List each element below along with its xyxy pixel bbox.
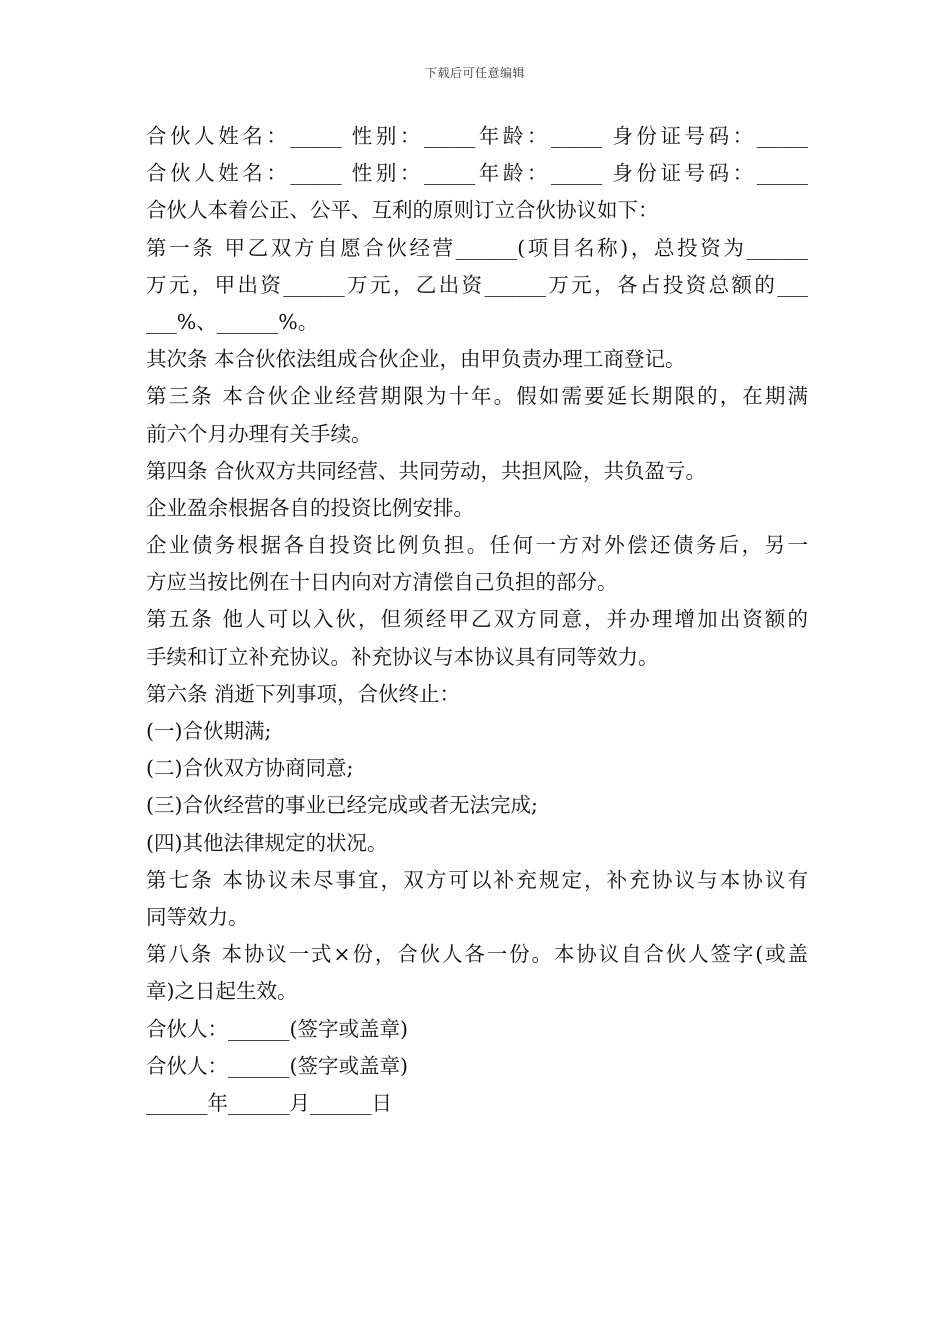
profit-sharing-line: 企业盈余根据各自的投资比例安排。: [146, 495, 474, 520]
article-4-line: 第四条 合伙双方共同经营、共同劳动，共担风险，共负盈亏。: [146, 458, 707, 483]
contract-body: [146, 118, 808, 1122]
termination-item-2: (二)合伙双方协商同意;: [146, 756, 354, 781]
partner-2-info-line: 合伙人姓名：_____ 性别：_____年龄：_____ 身份证号码：_____: [146, 161, 808, 186]
termination-item-4: (四)其他法律规定的状况。: [146, 830, 388, 855]
article-7-line-1: 第七条 本协议未尽事宜，双方可以补充规定，补充协议与本协议有: [146, 867, 808, 892]
article-3-line-2: 前六个月办理有关手续。: [146, 421, 372, 446]
article-8-line-1: 第八条 本协议一式×份，合伙人各一份。本协议自合伙人签字(或盖: [146, 942, 808, 967]
article-8-line-2: 章)之日起生效。: [146, 979, 298, 1004]
article-3-line-1: 第三条 本合伙企业经营期限为十年。假如需要延长期限的，在期满: [146, 384, 808, 409]
article-7-line-2: 同等效力。: [146, 904, 249, 929]
article-2-line: 其次条 本合伙依法组成合伙企业，由甲负责办理工商登记。: [146, 347, 686, 372]
date-line: ______年______月______日: [146, 1090, 392, 1115]
page-header-note: 下载后可任意编辑: [424, 66, 525, 80]
article-6-line: 第六条 消逝下列事项，合伙终止：: [146, 681, 461, 706]
debt-line-1: 企业债务根据各自投资比例负担。任何一方对外偿还债务后，另一: [146, 533, 808, 558]
article-1-line-2: 万元，甲出资______万元，乙出资______万元，各占投资总额的___: [146, 272, 808, 297]
termination-item-3: (三)合伙经营的事业已经完成或者无法完成;: [146, 793, 538, 818]
signature-line-partner-1: 合伙人：______(签字或盖章): [146, 1016, 408, 1041]
termination-item-1: (一)合伙期满;: [146, 719, 272, 743]
partner-1-info-line: 合伙人姓名：_____ 性别：_____年龄：_____ 身份证号码：_____: [146, 124, 808, 148]
debt-line-2: 方应当按比例在十日内向对方清偿自己负担的部分。: [146, 570, 618, 595]
article-5-line-1: 第五条 他人可以入伙，但须经甲乙双方同意，并办理增加出资额的: [146, 607, 808, 632]
preamble-line: 合伙人本着公正、公平、互利的原则订立合伙协议如下：: [146, 198, 659, 223]
article-1-line-3: ___%、______%。: [146, 309, 319, 334]
article-5-line-2: 手续和订立补充协议。补充协议与本协议具有同等效力。: [146, 644, 659, 669]
article-1-line-1: 第一条 甲乙双方自愿合伙经营______(项目名称)，总投资为______: [146, 235, 808, 260]
signature-line-partner-2: 合伙人：______(签字或盖章): [146, 1053, 408, 1078]
